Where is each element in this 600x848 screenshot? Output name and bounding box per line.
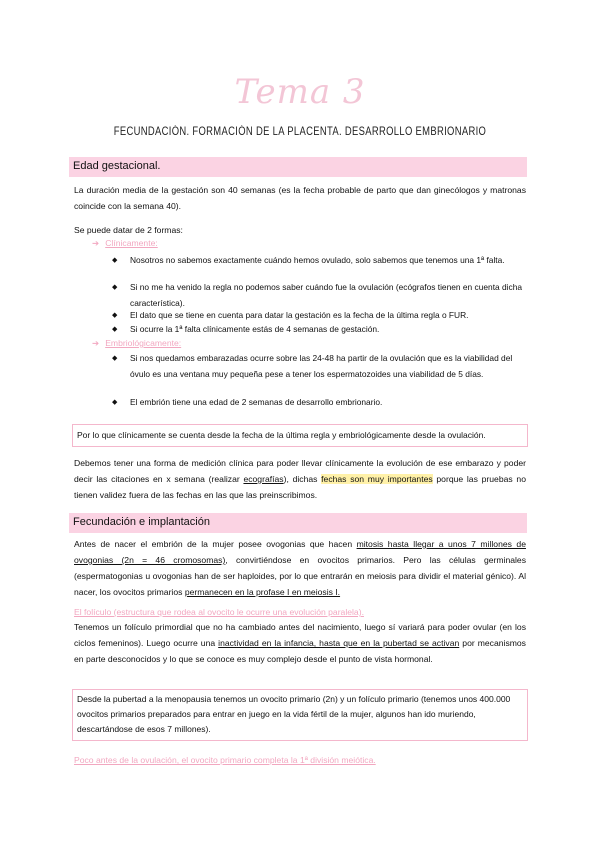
measurement-paragraph [74,455,526,503]
highlighted-text: fechas son muy importantes [321,474,433,484]
page-subtitle: FECUNDACIÓN. FORMACIÓN DE LA PLACENTA. DESARROLLO EMBRIONARIO [113,126,487,138]
follicle-label-text: El folículo (estructura que rodea al ovocito le ocurre una evolución paralela). [74,607,364,617]
section-heading-edad [69,157,527,177]
embryo-bullet: ◆ Si nos quedamos embarazadas ocurre sobre las 24-48 ha partir de la ovulación que es la viabilidad del óvulo es una ventana muy pequeña pese a tener los espermatozoides una viabilidad de 5 días. [130,351,526,382]
footer-note-text: Poco antes de la ovulación, el ovocito primario completa la 1ª división meiótica. [74,755,376,765]
section-heading-label: Fecundación e implantación [73,516,210,528]
para-text: , convirtiéndose en ovocitos primarios. Pero las células germinales (espermatogonias u ovogonias han de ser haploides, por lo que entrarán en meiosis para dividir el material génico). Al nacer, los ovocitos primarios [74,555,526,597]
ovogonias-paragraph [74,536,526,600]
puberty-box: Desde la pubertad a la menopausia tenemos un ovocito primario (2n) y un folículo primario (tenemos unos 400.000 ovocitos primarios preparados para entrar en juego en la vida fértil de la mujer, algunos han ido muriendo, descartándose de esos 7 millones). [72,689,528,741]
clinical-bullet: ◆ Si no me ha venido la regla no podemos saber cuándo fue la ovulación (ecógrafos tienen en cuenta dicha característica). [130,280,526,311]
underlined-text: mitosis hasta llegar a unos 7 millones de ovogonias (2n = 46 cromosomas) [74,539,526,565]
footer-note [74,752,526,768]
underlined-text: permanecen en la profase I en meiosis I. [184,587,341,597]
clinical-label: Clínicamente: [105,238,158,248]
para-text: por mecanismos en parte desconocidos y lo que se conoce es muy complejo desde el punto de vista hormonal. [74,638,526,664]
dating-intro: Se puede datar de 2 formas: [74,225,183,235]
follicle-label [74,604,526,620]
section-heading-label: Edad gestacional. [73,160,161,172]
arrow-icon: ➔ [92,338,100,348]
para-text: ), dichas [283,474,322,484]
clinical-bullet: ◆ Nosotros no sabemos exactamente cuándo hemos ovulado, solo sabemos que tenemos una 1ª falta. [130,253,526,269]
section-heading-fecundacion [69,513,527,533]
intro-paragraph: La duración media de la gestación son 40 semanas (es la fecha probable de parto que dan ginecólogos y matronas coincide con la semana 40). [74,185,526,211]
arrow-icon: ➔ [92,238,100,248]
clinical-bullet: ◆ El dato que se tiene en cuenta para datar la gestación es la fecha de la última regla o FUR. [130,308,526,324]
summary-box: Por lo que clínicamente se cuenta desde la fecha de la última regla y embriológicamente desde la ovulación. [72,424,528,447]
clinical-bullet: ◆ Si ocurre la 1ª falta clínicamente estás de 4 semanas de gestación. [130,322,526,338]
para-text: Debemos tener una forma de medición clínica para poder llevar clínicamente la evolución de ese embarazo y poder decir las citaciones en x semana (realizar [74,458,526,484]
para-text: Tenemos un folículo primordial que no ha cambiado antes del nacimiento, luego sí variará para poder ovular (en los ciclos femeninos). Luego ocurre una [74,622,526,648]
follicle-paragraph [74,619,526,667]
embryo-label-row [92,338,181,349]
underlined-text: inactividad en la infancia, hasta que en la pubertad se activan [218,638,460,648]
para-text: porque las pruebas no tienen validez fuera de las fechas en las que las preinscribimos. [74,474,526,500]
embryo-label: Embriológicamente: [105,338,182,348]
para-text: Antes de nacer el embrión de la mujer posee ovogonias que hacen [74,539,357,549]
page-title: Tema 3 [234,72,366,112]
embryo-bullet: ◆ El embrión tiene una edad de 2 semanas de desarrollo embrionario. [130,395,526,411]
ecografias-text: ecografías [243,474,284,484]
clinical-label-row [92,238,158,249]
